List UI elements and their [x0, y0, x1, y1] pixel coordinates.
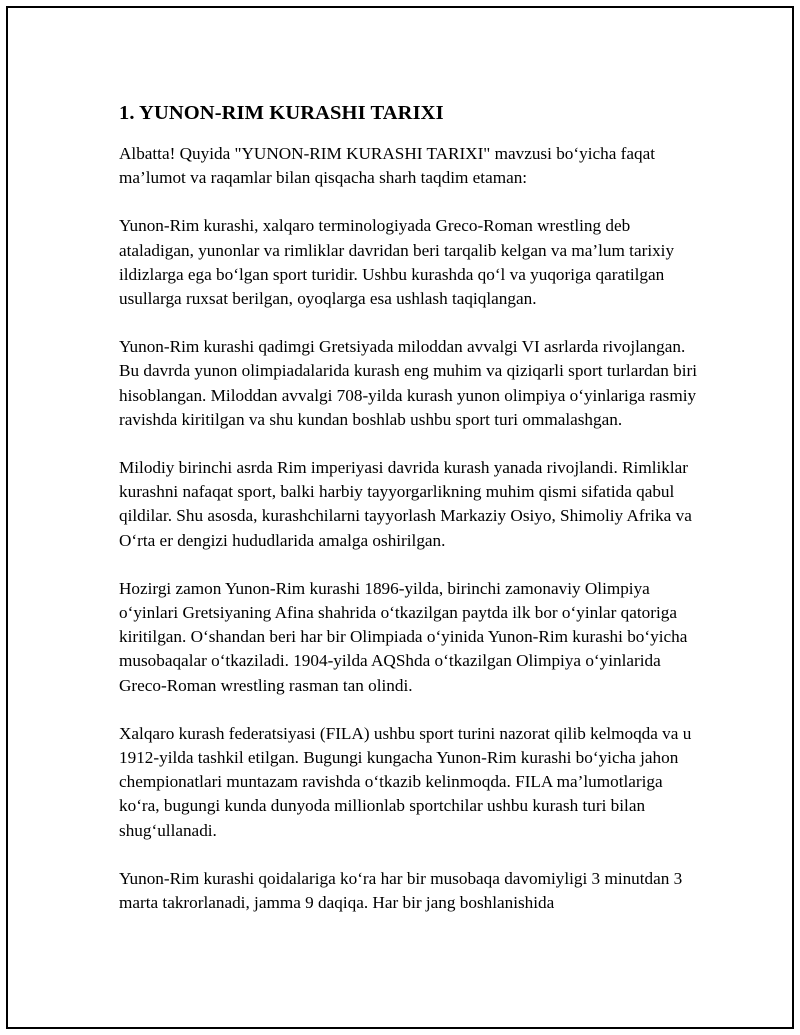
paragraph-definition: Yunon-Rim kurashi, xalqaro terminologiyada Greco-Roman wrestling deb ataladigan, yunonlar va rimliklar davridan beri tarqalib kelgan va ma’lum tarixiy ildizlarga ega bo‘lgan sport turidir. Ushbu kurashda qo‘l va yuqoriga qaratilgan usullarga ruxsat berilgan, oyoqlarga esa ushlash taqiqlangan. [119, 216, 675, 309]
paragraph-roman-empire: Milodiy birinchi asrda Rim imperiyasi davrida kurash yanada rivojlandi. Rimliklar kurashni nafaqat sport, balki harbiy tayyorgarlikning muhim qismi sifatida qabul qildilar. Shu asosda, kurashchilarni tayyorlash Markaziy Osiyo, Shimoliy Afrika va O‘rta er dengizi hududlarida amalga oshirilgan. [119, 458, 692, 550]
paragraph-fila: Xalqaro kurash federatsiyasi (FILA) ushbu sport turini nazorat qilib kelmoqda va u 1912-yilda tashkil etilgan. Bugungi kungacha Yunon-Rim kurashi bo‘yicha jahon chempionatlari muntazam ravishda o‘tkazib kelinmoqda. FILA ma’lumotlariga ko‘ra, bugungi kunda dunyoda millionlab sportchilar ushbu kurash turi bilan shug‘ullanadi. [119, 723, 692, 840]
paragraph-intro: Albatta! Quyida "YUNON-RIM KURASHI TARIXI" mavzusi bo‘yicha faqat ma’lumot va raqamlar bilan qisqacha sharh taqdim etaman: [119, 144, 655, 188]
document-body [119, 100, 701, 915]
page-frame [6, 6, 794, 1029]
document-title: 1. YUNON-RIM KURASHI TARIXI [119, 102, 444, 124]
paragraph-rules: Yunon-Rim kurashi qoidalariga ko‘ra har bir musobaqa davomiyligi 3 minutdan 3 marta takrorlanadi, jamma 9 daqiqa. Har bir jang boshlanishida [119, 868, 683, 913]
paragraph-ancient-greece: Yunon-Rim kurashi qadimgi Gretsiyada miloddan avvalgi VI asrlarda rivojlangan. Bu davrda yunon olimpiadalarida kurash eng muhim va qiziqarli sport turlardan biri hisoblangan. Miloddan avvalgi 708-yilda kurash yunon olimpiya o‘yinlariga rasmiy ravishda kiritilgan va shu kundan boshlab ushbu sport turi ommalashgan. [119, 337, 698, 429]
paragraph-modern-olympics: Hozirgi zamon Yunon-Rim kurashi 1896-yilda, birinchi zamonaviy Olimpiya o‘yinlari Gretsiyaning Afina shahrida o‘tkazilgan paytda ilk bor o‘yinlar qatoriga kiritilgan. O‘shandan beri har bir Olimpiada o‘yinida Yunon-Rim kurashi bo‘yicha musobaqalar o‘tkaziladi. 1904-yilda AQShda o‘tkazilgan Olimpiya o‘yinlarida Greco-Roman wrestling rasman tan olindi. [119, 578, 688, 695]
